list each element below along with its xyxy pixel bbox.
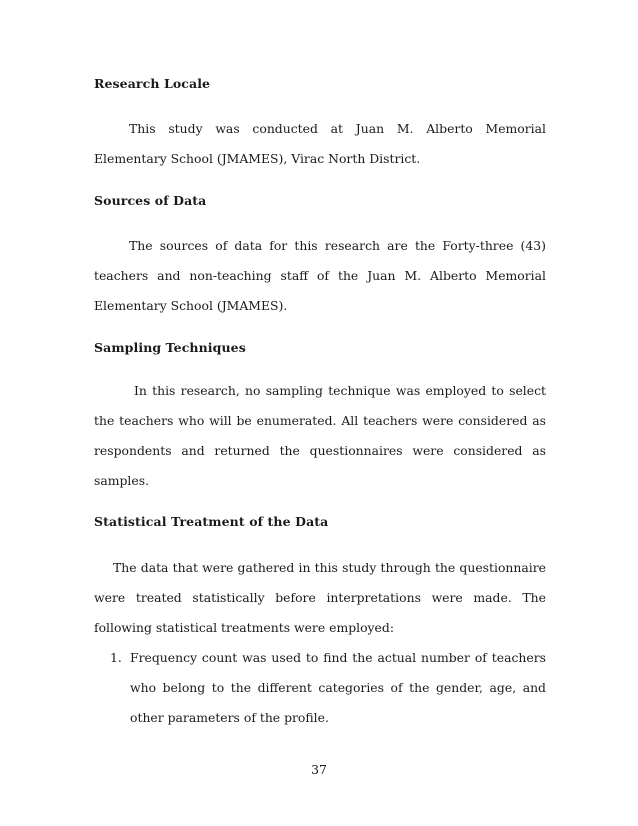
heading-research-locale: Research Locale bbox=[94, 76, 211, 91]
heading-statistical-treatment: Statistical Treatment of the Data bbox=[94, 514, 329, 529]
paragraph-statistical-treatment: The data that were gathered in this study through the questionnaire were treated statistically before interpretations were made. The following statistical treatments were employed: bbox=[94, 560, 546, 635]
paragraph-research-locale: This study was conducted at Juan M. Alberto Memorial Elementary School (JMAMES), Virac North District. bbox=[94, 121, 546, 166]
list-item-text: Frequency count was used to find the actual number of teachers who belong to the different categories of the gender, age, and other parameters of the profile. bbox=[130, 650, 546, 725]
heading-sampling-techniques: Sampling Techniques bbox=[94, 340, 246, 355]
list-item-number: 1. bbox=[110, 650, 122, 665]
list-item bbox=[110, 643, 546, 733]
paragraph-sampling-techniques: In this research, no sampling technique was employed to select the teachers who will be enumerated. All teachers were considered as respondents and returned the questionnaires were considered as samples. bbox=[94, 383, 546, 488]
paragraph-sources-of-data: The sources of data for this research are the Forty-three (43) teachers and non-teaching staff of the Juan M. Alberto Memorial Elementary School (JMAMES). bbox=[94, 238, 546, 313]
page-number: 37 bbox=[311, 762, 327, 777]
statistical-treatment-list bbox=[110, 643, 546, 733]
heading-sources-of-data: Sources of Data bbox=[94, 193, 207, 208]
